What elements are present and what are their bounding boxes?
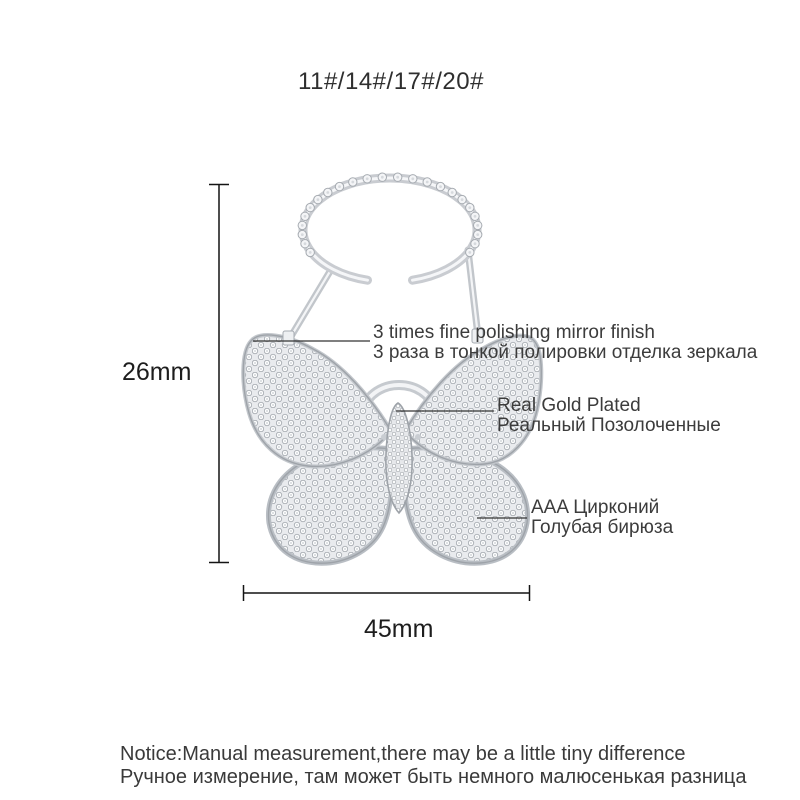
annotation-stones-line2: Голубая бирюза <box>531 517 674 538</box>
annotation-stones <box>531 498 673 538</box>
annotation-polish-en: 3 times fine polishing mirror finish <box>373 322 655 343</box>
notice-line-en: Notice:Manual measurement,there may be a little tiny difference <box>120 743 686 765</box>
band-crystals <box>298 173 482 257</box>
height-dimension-label: 26mm <box>122 358 192 386</box>
annotation-plating-ru: Реальный Позолоченные <box>497 415 721 436</box>
annotation-polish <box>373 323 757 363</box>
annotation-plating <box>497 396 721 436</box>
notice-text <box>120 743 747 789</box>
butterfly-ring-illustration <box>228 168 550 580</box>
height-dimension-line <box>209 184 229 563</box>
notice-line-ru: Ручное измерение, там может быть немного малюсенькая разница <box>120 766 747 788</box>
width-dimension-line <box>243 585 530 601</box>
open-ring-band <box>298 173 482 280</box>
annotation-polish-ru: 3 раза в тонкой полировки отделка зеркала <box>373 342 758 363</box>
ring-sizes-text: 11#/14#/17#/20# <box>298 68 484 95</box>
annotation-plating-en: Real Gold Plated <box>497 395 641 416</box>
annotation-stones-line1: AAA Цирконий <box>531 497 660 518</box>
wing-upper-left <box>243 335 391 466</box>
width-dimension-label: 45mm <box>364 615 434 643</box>
